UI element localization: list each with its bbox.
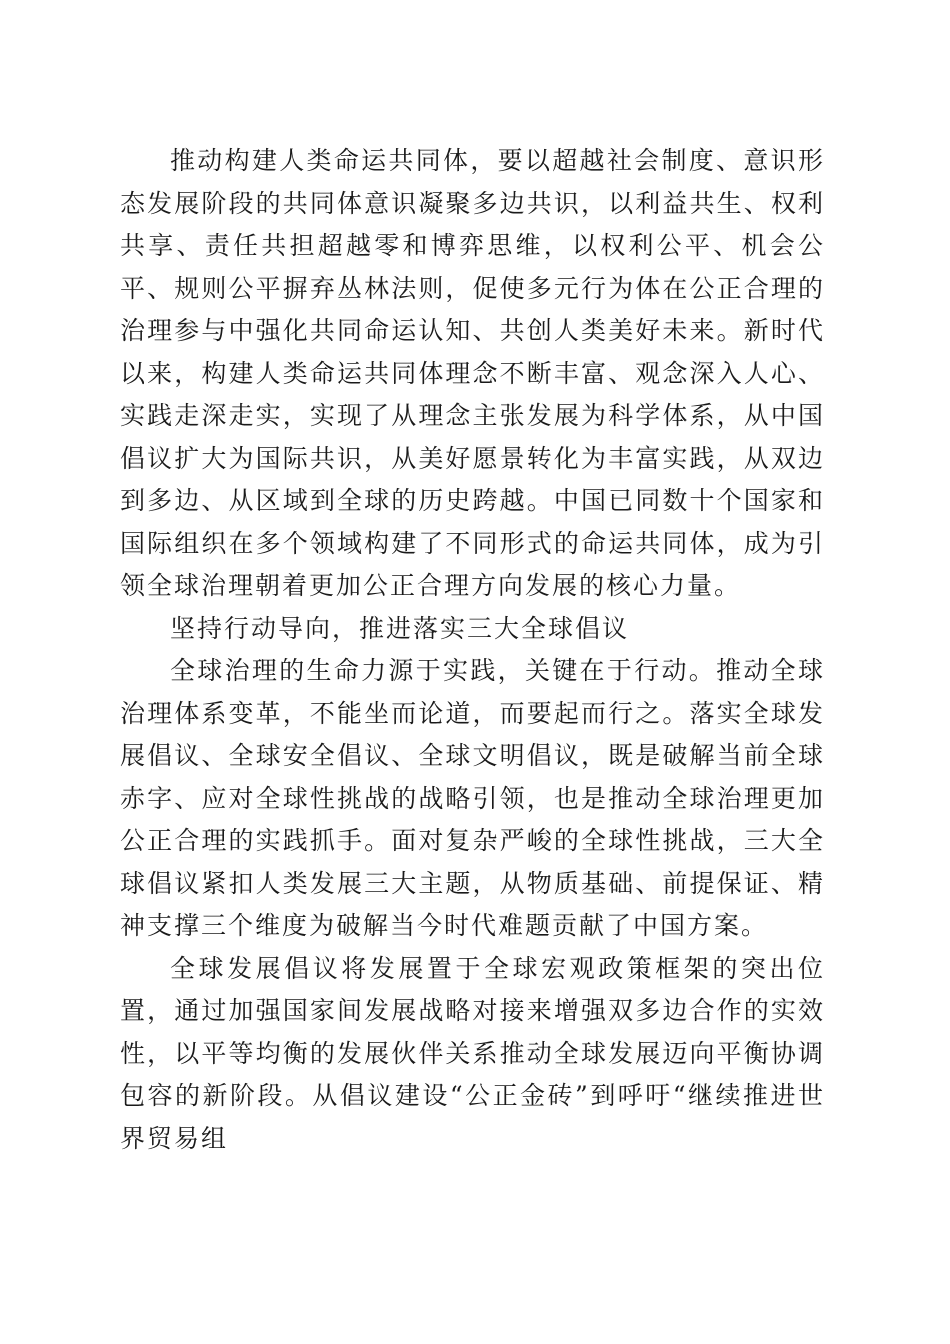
document-page [120,140,825,1160]
paragraph-action-oriented: 全球治理的生命力源于实践，关键在于行动。推动全球治理体系变革，不能坐而论道，而要起而行之。落实全球发展倡议、全球安全倡议、全球文明倡议，既是破解当前全球赤字、应对全球性挑战的战略引领，也是推动全球治理更加公正合理的实践抓手。面对复杂严峻的全球性挑战，三大全球倡议紧扣人类发展三大主题，从物质基础、前提保证、精神支撑三个维度为破解当今时代难题贡献了中国方案。 [120,656,825,940]
section-heading-global-initiatives: 坚持行动导向，推进落实三大全球倡议 [170,613,630,643]
paragraph-global-development-initiative: 全球发展倡议将发展置于全球宏观政策框架的突出位置，通过加强国家间发展战略对接来增强双多边合作的实效性，以平等均衡的发展伙伴关系推动全球发展迈向平衡协调包容的新阶段。从倡议建设“公正金砖”到呼吁“继续推进世界贸易组 [120,953,825,1153]
paragraph-community-of-shared-future: 推动构建人类命运共同体，要以超越社会制度、意识形态发展阶段的共同体意识凝聚多边共识，以利益共生、权利共享、责任共担超越零和博弈思维，以权利公平、机会公平、规则公平摒弃丛林法则，促使多元行为体在公正合理的治理参与中强化共同命运认知、共创人类美好未来。新时代以来，构建人类命运共同体理念不断丰富、观念深入人心、实践走深走实，实现了从理念主张发展为科学体系，从中国倡议扩大为国际共识，从美好愿景转化为丰富实践，从双边到多边、从区域到全球的历史跨越。中国已同数十个国家和国际组织在多个领域构建了不同形式的命运共同体，成为引领全球治理朝着更加公正合理方向发展的核心力量。 [120,146,825,600]
